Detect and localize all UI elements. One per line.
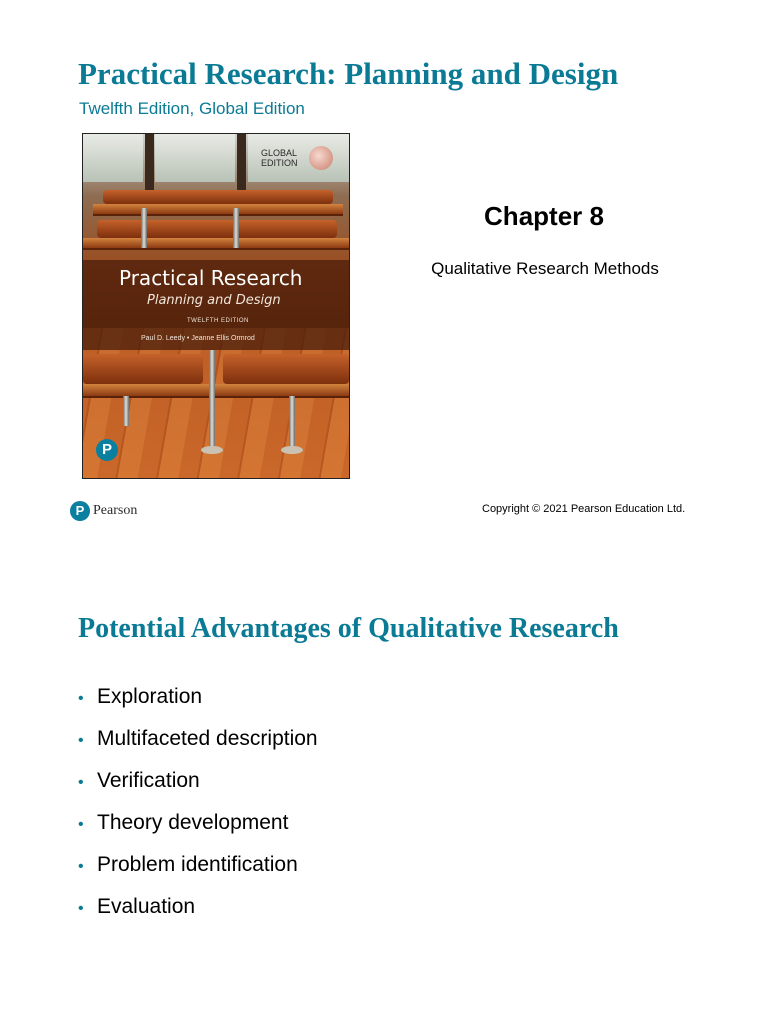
bullet-list xyxy=(78,680,318,932)
cover-authors: Paul D. Leedy • Jeanne Ellis Ormrod xyxy=(141,335,255,342)
bullet-icon: • xyxy=(78,732,84,749)
chapter-subtitle: Qualitative Research Methods xyxy=(431,259,659,278)
slide-2 xyxy=(0,580,768,1024)
copyright-text: Copyright © 2021 Pearson Education Ltd. xyxy=(482,503,686,515)
global-edition-badge: GLOBAL EDITION xyxy=(261,148,298,168)
slide-title: Potential Advantages of Qualitative Research xyxy=(78,613,619,644)
pearson-logo-icon: P xyxy=(70,501,90,521)
bullet-icon: • xyxy=(78,858,84,875)
list-item: • Multifaceted description xyxy=(78,722,318,764)
list-item: • Evaluation xyxy=(78,890,318,932)
list-item: • Theory development xyxy=(78,806,318,848)
pearson-cover-logo-icon: P xyxy=(96,439,118,461)
bullet-icon: • xyxy=(78,816,84,833)
list-item: • Problem identification xyxy=(78,848,318,890)
book-cover-image xyxy=(82,133,350,479)
list-item: • Verification xyxy=(78,764,318,806)
bullet-icon: • xyxy=(78,774,84,791)
bullet-icon: • xyxy=(78,900,84,917)
publisher-name: Pearson xyxy=(93,503,138,518)
list-item: • Exploration xyxy=(78,680,318,722)
cover-subtitle: Planning and Design xyxy=(147,293,281,308)
cover-edition: TWELFTH EDITION xyxy=(187,318,249,324)
slide-title: Practical Research: Planning and Design xyxy=(78,56,619,91)
bullet-icon: • xyxy=(78,690,84,707)
slide-subtitle: Twelfth Edition, Global Edition xyxy=(79,99,305,118)
pearson-logo xyxy=(70,500,137,522)
cover-title: Practical Research xyxy=(119,266,303,290)
globe-icon xyxy=(309,146,333,170)
chapter-heading: Chapter 8 xyxy=(484,201,604,231)
